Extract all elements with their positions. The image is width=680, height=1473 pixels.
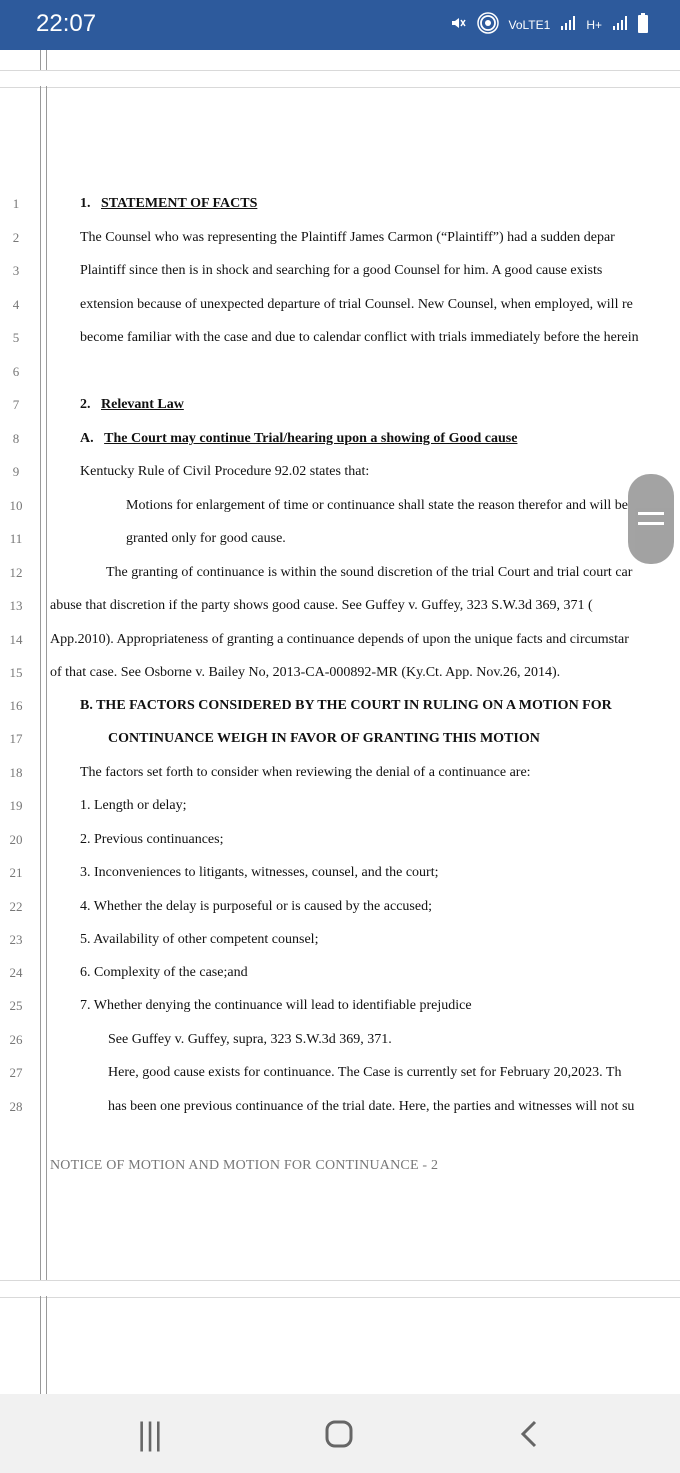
- line-number: 17: [9, 731, 23, 746]
- line-number: 22: [9, 899, 23, 914]
- line-number: 19: [9, 798, 23, 813]
- line-number: 24: [9, 965, 23, 980]
- doc-line: of that case. See Osborne v. Bailey No, 2013-CA-000892-MR (Ky.Ct. App. Nov.26, 2014).: [50, 665, 561, 680]
- back-icon: [517, 1419, 543, 1449]
- line-number: 15: [9, 665, 23, 680]
- line-number: 26: [9, 1032, 23, 1047]
- list-item: 7. Whether denying the continuance will lead to identifiable prejudice: [80, 998, 472, 1013]
- page-footer: NOTICE OF MOTION AND MOTION FOR CONTINUANCE - 2: [50, 1158, 439, 1173]
- page-separator-top: [0, 70, 680, 88]
- signal-icon-2: [612, 16, 628, 33]
- hotspot-icon: [477, 12, 499, 37]
- scroll-handle[interactable]: [628, 474, 674, 564]
- heading-statement-of-facts: 1. STATEMENT OF FACTS: [80, 196, 258, 211]
- line-number: 14: [9, 632, 23, 647]
- line-number: 18: [9, 765, 23, 780]
- line-number: 13: [9, 598, 23, 613]
- doc-line: App.2010). Appropriateness of granting a continuance depends of upon the unique facts and circumstar: [50, 632, 629, 647]
- line-number: 23: [9, 932, 23, 947]
- line-number: 10: [9, 498, 23, 513]
- battery-icon: [638, 13, 648, 36]
- signal-icon: [560, 16, 576, 33]
- doc-line: The factors set forth to consider when reviewing the denial of a continuance are:: [80, 765, 531, 780]
- margin-line: [40, 50, 41, 70]
- list-item: 5. Availability of other competent counsel;: [80, 932, 319, 947]
- line-number: 3: [12, 263, 20, 278]
- recent-apps-button[interactable]: [130, 1414, 170, 1454]
- doc-line: Here, good cause exists for continuance. The Case is currently set for February 20,2023. Th: [108, 1065, 622, 1080]
- doc-line: has been one previous continuance of the trial date. Here, the parties and witnesses will not su: [108, 1099, 635, 1114]
- hplus-icon: H+: [586, 17, 602, 32]
- doc-line: become familiar with the case and due to calendar conflict with trials immediately before the herein: [80, 330, 639, 345]
- back-button[interactable]: [510, 1414, 550, 1454]
- mute-icon: [449, 14, 467, 35]
- heading-factors: B. THE FACTORS CONSIDERED BY THE COURT IN RULING ON A MOTION FOR: [80, 698, 612, 713]
- margin-line: [46, 50, 47, 70]
- list-item: 4. Whether the delay is purposeful or is caused by the accused;: [80, 899, 432, 914]
- doc-line: The Counsel who was representing the Plaintiff James Carmon (“Plaintiff”) had a sudden depar: [80, 230, 615, 245]
- status-time: 22:07: [36, 10, 97, 37]
- line-number: 28: [9, 1099, 23, 1114]
- heading-factors-cont: CONTINUANCE WEIGH IN FAVOR OF GRANTING THIS MOTION: [108, 731, 540, 746]
- doc-line: The granting of continuance is within the sound discretion of the trial Court and trial court car: [106, 565, 633, 580]
- line-number: 25: [9, 998, 23, 1013]
- doc-line-quote: granted only for good cause.: [126, 531, 286, 546]
- status-bar: [0, 0, 680, 50]
- heading-relevant-law: 2. Relevant Law: [80, 397, 184, 412]
- line-number: 1: [12, 196, 20, 211]
- doc-line: Plaintiff since then is in shock and searching for a good Counsel for him. A good cause exists: [80, 263, 603, 278]
- line-number: 27: [9, 1065, 23, 1080]
- line-number: 16: [9, 698, 23, 713]
- recent-apps-icon: |||: [137, 1415, 163, 1452]
- line-number: 8: [12, 431, 20, 446]
- margin-line: [46, 86, 47, 1280]
- line-number: 20: [9, 832, 23, 847]
- line-number: 6: [12, 364, 20, 379]
- list-item: 6. Complexity of the case;and: [80, 965, 248, 980]
- margin-line: [40, 86, 41, 1280]
- line-number: 5: [12, 330, 20, 345]
- line-number: 4: [12, 297, 20, 312]
- line-number: 21: [9, 865, 23, 880]
- doc-line-quote: Motions for enlargement of time or continuance shall state the reason therefor and will be: [126, 498, 629, 513]
- line-number: 12: [9, 565, 23, 580]
- list-item: 1. Length or delay;: [80, 798, 187, 813]
- margin-line: [40, 1296, 41, 1394]
- doc-line: extension because of unexpected departure of trial Counsel. New Counsel, when employed, will re: [80, 297, 633, 312]
- volte-icon: VoLTE1: [508, 17, 551, 32]
- line-number: 11: [9, 531, 23, 546]
- doc-line: See Guffey v. Guffey, supra, 323 S.W.3d 369, 371.: [108, 1032, 392, 1047]
- status-icons: [449, 12, 649, 37]
- navigation-bar: [0, 1394, 680, 1473]
- doc-line: Kentucky Rule of Civil Procedure 92.02 states that:: [80, 464, 370, 479]
- line-number: 9: [12, 464, 20, 479]
- line-number: 2: [12, 230, 20, 245]
- page-separator-bottom: [0, 1280, 680, 1298]
- line-number: 7: [12, 397, 20, 412]
- list-item: 3. Inconveniences to litigants, witnesses, counsel, and the court;: [80, 865, 439, 880]
- doc-line: abuse that discretion if the party shows good cause. See Guffey v. Guffey, 323 S.W.3d 369, 371 (: [50, 598, 593, 613]
- margin-line: [46, 1296, 47, 1394]
- list-item: 2. Previous continuances;: [80, 832, 224, 847]
- heading-good-cause: A. The Court may continue Trial/hearing upon a showing of Good cause: [80, 431, 518, 446]
- home-icon: [324, 1419, 354, 1449]
- home-button[interactable]: [319, 1414, 359, 1454]
